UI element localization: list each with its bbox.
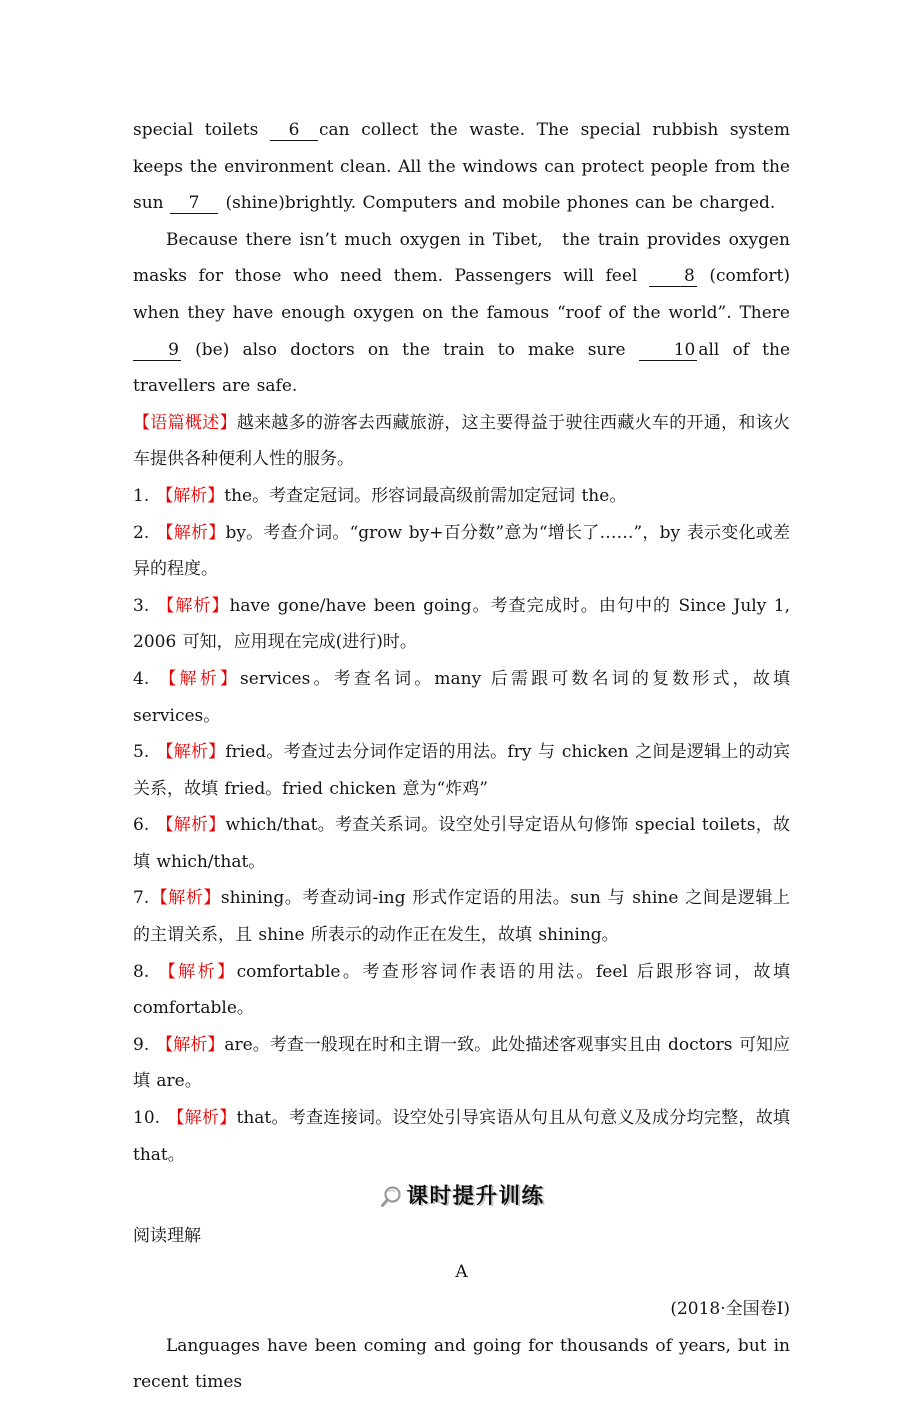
- analysis-text: by。考查介词。“grow by+百分数”意为“增长了……”，by 表示变化或差异的程度。: [133, 522, 790, 580]
- analysis-number: 6.: [133, 815, 150, 836]
- summary-paragraph: [133, 405, 790, 478]
- analysis-tag: 【解析】: [156, 522, 226, 543]
- passage-text: (shine)brightly. Computers and mobile phones can be charged.: [225, 193, 776, 214]
- analysis-item-9: [133, 1027, 790, 1100]
- magnifier-icon: [378, 1184, 404, 1210]
- reading-source: (2018·全国卷Ⅰ): [670, 1298, 790, 1319]
- section-title: 课时提升训练: [406, 1183, 545, 1209]
- analysis-number: 9.: [133, 1034, 150, 1055]
- analysis-text: that。考查连接词。设空处引导宾语从句且从句意义及成分均完整，故填 that。: [133, 1108, 791, 1165]
- analysis-tag: 【解析】: [156, 668, 241, 689]
- analysis-tag: 【解析】: [156, 742, 226, 763]
- passage-text: (be) also doctors on the train to make sure: [195, 339, 626, 360]
- fill-blank-9: 9: [133, 340, 181, 361]
- analysis-number: 5.: [133, 742, 150, 763]
- fill-blank-10: 10: [639, 340, 698, 361]
- analysis-number: 10.: [133, 1108, 161, 1129]
- analysis-tag: 【解析】: [156, 961, 237, 982]
- analysis-tag: 【解析】: [156, 485, 225, 506]
- reading-label: 阅读理解: [133, 1225, 201, 1246]
- analysis-item-4: [133, 661, 790, 734]
- summary-text: 越来越多的游客去西藏旅游，这主要得益于驶往西藏火车的开通，和该火车提供各种便利人性的服务。: [133, 412, 791, 470]
- reading-first-line: Languages have been coming and going for thousands of years, but in recent times: [133, 1335, 790, 1393]
- analysis-text: the。考查定冠词。形容词最高级前需加定冠词 the。: [224, 485, 627, 506]
- analysis-item-10: [133, 1100, 790, 1173]
- analysis-item-7: [133, 880, 790, 953]
- analysis-number: 2.: [133, 522, 150, 543]
- analysis-number: 4.: [133, 668, 150, 689]
- analysis-number: 8.: [133, 961, 150, 982]
- fill-blank-6: 6: [270, 120, 318, 141]
- passage-paragraph-2: [133, 222, 790, 405]
- analysis-text: fried。考查过去分词作定语的用法。fry 与 chicken 之间是逻辑上的动宾关系，故填 fried。fried chicken 意为“炸鸡”: [133, 742, 790, 799]
- analysis-item-2: [133, 515, 790, 588]
- analysis-number: 7.: [133, 888, 150, 909]
- passage-text: special toilets: [133, 120, 259, 140]
- reading-passage-label: A: [455, 1262, 468, 1283]
- analysis-item-6: [133, 807, 790, 880]
- analysis-number: 1.: [133, 485, 150, 506]
- passage-text: (comfort) when they have enough oxygen on the famous “roof of the world”. There: [133, 266, 791, 323]
- analysis-item-1: [133, 478, 790, 515]
- fill-blank-8: 8: [649, 266, 697, 287]
- analysis-tag: 【解析】: [156, 815, 226, 836]
- analysis-tag: 【解析】: [156, 1034, 225, 1055]
- analysis-number: 3.: [133, 595, 150, 616]
- analysis-text: shining。考查动词-ing 形式作定语的用法。sun 与 shine 之间是逻辑上的主谓关系，且 shine 所表示的动作正在发生，故填 shining。: [133, 888, 791, 946]
- analysis-tag: 【解析】: [167, 1108, 237, 1129]
- analysis-text: services。考查名词。many 后需跟可数名词的复数形式，故填 services。: [133, 668, 791, 726]
- summary-tag: 【语篇概述】: [133, 412, 237, 433]
- passage-text: Because there isn’t much oxygen in Tibet, the train provides oxygen masks for those who need them. Passengers will feel: [133, 229, 790, 287]
- passage-paragraph-1: [133, 112, 790, 222]
- analysis-text: comfortable。考查形容词作表语的用法。feel 后跟形容词，故填 comfortable。: [133, 961, 790, 1019]
- fill-blank-7: 7: [170, 193, 218, 214]
- analysis-tag: 【解析】: [150, 888, 221, 909]
- analysis-text: are。考查一般现在时和主谓一致。此处描述客观事实且由 doctors 可知应填 are。: [133, 1034, 791, 1092]
- analysis-item-3: [133, 588, 790, 661]
- passage-text: can collect the waste. The special rubbish system keeps the environment clean. All the windows can protect people from the sun: [133, 120, 790, 214]
- analysis-text: which/that。考查关系词。设空处引导定语从句修饰 special toilets，故填 which/that。: [133, 815, 790, 872]
- analysis-item-5: [133, 734, 790, 807]
- analysis-text: have gone/have been going。考查完成时。由句中的 Since July 1, 2006 可知，应用现在完成(进行)时。: [133, 595, 791, 653]
- section-header: [133, 1177, 790, 1216]
- passage-text: all of the travellers are safe.: [133, 339, 791, 397]
- analysis-item-8: [133, 954, 790, 1027]
- analysis-tag: 【解析】: [156, 595, 230, 616]
